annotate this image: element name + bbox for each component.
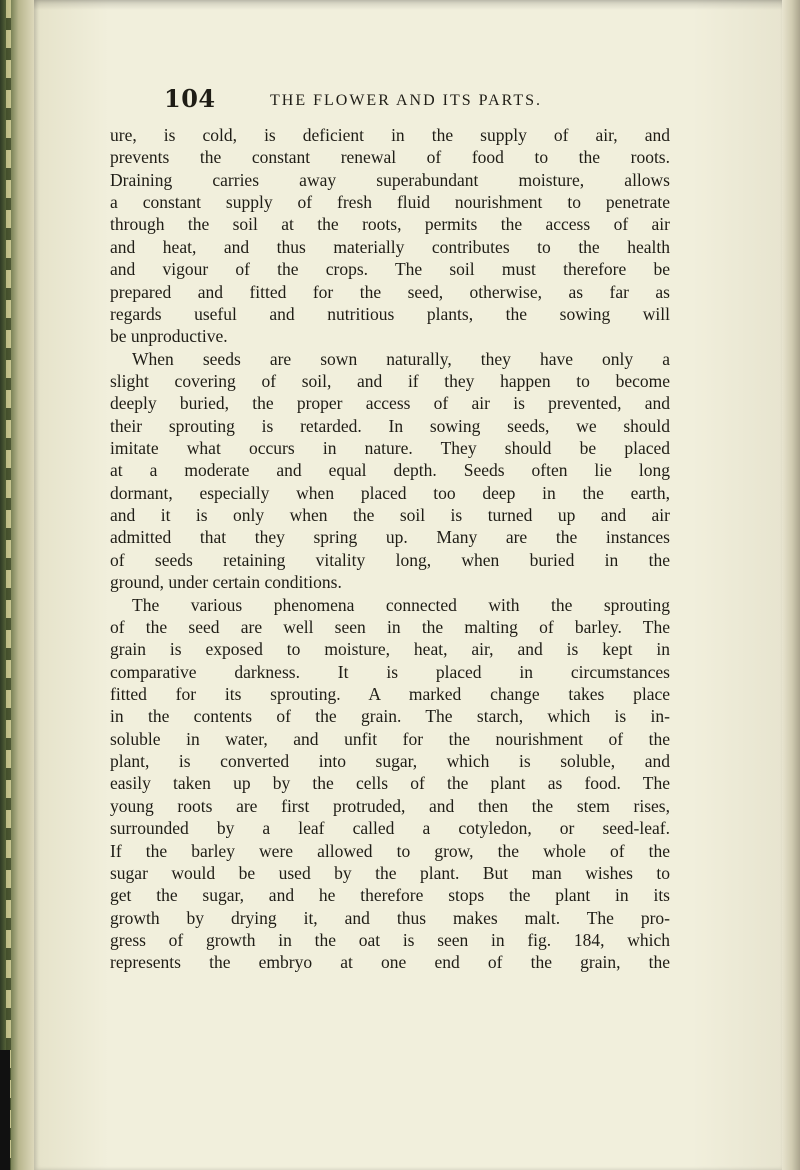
text-line-23: of the seed are well seen in the malting of barley. The — [110, 616, 670, 637]
text-line-4: a constant supply of fresh fluid nourishment to penetrate — [110, 192, 670, 213]
page-shadow — [34, 0, 782, 10]
text-line-30: easily taken up by the cells of the plant as food. The — [110, 773, 670, 794]
text-line-31: young roots are first protruded, and then the stem rises, — [110, 795, 670, 816]
text-line-33: If the barley were allowed to grow, the whole of the — [110, 840, 670, 861]
text-line-27: in the contents of the grain. The starch, which is in- — [110, 706, 670, 727]
text-line-26: fitted for its sprouting. A marked change takes place — [110, 683, 670, 704]
page-header — [164, 86, 724, 116]
text-line-36: growth by drying it, and thus makes malt. The pro- — [110, 907, 670, 928]
page-text — [110, 124, 670, 974]
text-line-17: dormant, especially when placed too deep in the earth, — [110, 482, 670, 503]
text-line-10: be unproductive. — [110, 326, 228, 347]
text-line-15: imitate what occurs in nature. They should be placed — [110, 438, 670, 459]
text-line-32: surrounded by a leaf called a cotyledon, or seed-leaf. — [110, 818, 670, 839]
text-line-1: ure, is cold, is deficient in the supply of air, and — [110, 125, 670, 145]
text-line-12: slight covering of soil, and if they happen to become — [110, 370, 670, 391]
text-line-18: and it is only when the soil is turned up and air — [110, 505, 670, 526]
text-line-8: prepared and fitted for the seed, otherwise, as far as — [110, 281, 670, 302]
running-head: THE FLOWER AND ITS PARTS. — [270, 92, 543, 109]
text-line-25: comparative darkness. It is placed in circumstances — [110, 661, 670, 682]
text-line-20: of seeds retaining vitality long, when buried in the — [110, 549, 670, 570]
text-line-34: sugar would be used by the plant. But man wishes to — [110, 862, 670, 883]
text-line-14: their sprouting is retarded. In sowing seeds, we should — [110, 415, 670, 436]
page-edge — [782, 0, 800, 1170]
text-line-19: admitted that they spring up. Many are the instances — [110, 527, 670, 548]
text-line-7: and vigour of the crops. The soil must therefore be — [110, 259, 670, 280]
text-line-16: at a moderate and equal depth. Seeds often lie long — [110, 460, 670, 481]
text-line-5: through the soil at the roots, permits the access of air — [110, 214, 670, 235]
text-line-11: When seeds are sown naturally, they have only a — [132, 348, 670, 369]
text-line-29: plant, is converted into sugar, which is soluble, and — [110, 751, 670, 772]
text-line-2: prevents the constant renewal of food to the roots. — [110, 147, 670, 168]
text-line-21: ground, under certain conditions. — [110, 572, 342, 593]
text-line-37: gress of growth in the oat is seen in fig. 184, which — [110, 929, 670, 950]
text-line-3: Draining carries away superabundant moisture, allows — [110, 169, 670, 190]
text-line-13: deeply buried, the proper access of air is prevented, and — [110, 393, 670, 414]
text-line-38: represents the embryo at one end of the grain, the — [110, 952, 670, 973]
book-spine — [0, 0, 34, 1170]
text-line-6: and heat, and thus materially contributes to the health — [110, 236, 670, 257]
text-line-28: soluble in water, and unfit for the nourishment of the — [110, 728, 670, 749]
text-line-24: grain is exposed to moisture, heat, air, and is kept in — [110, 639, 670, 660]
text-line-9: regards useful and nutritious plants, the sowing will — [110, 303, 670, 324]
text-line-22: The various phenomena connected with the sprouting — [132, 594, 670, 615]
text-line-35: get the sugar, and he therefore stops the plant in its — [110, 885, 670, 906]
page-number: 104 — [164, 84, 216, 113]
